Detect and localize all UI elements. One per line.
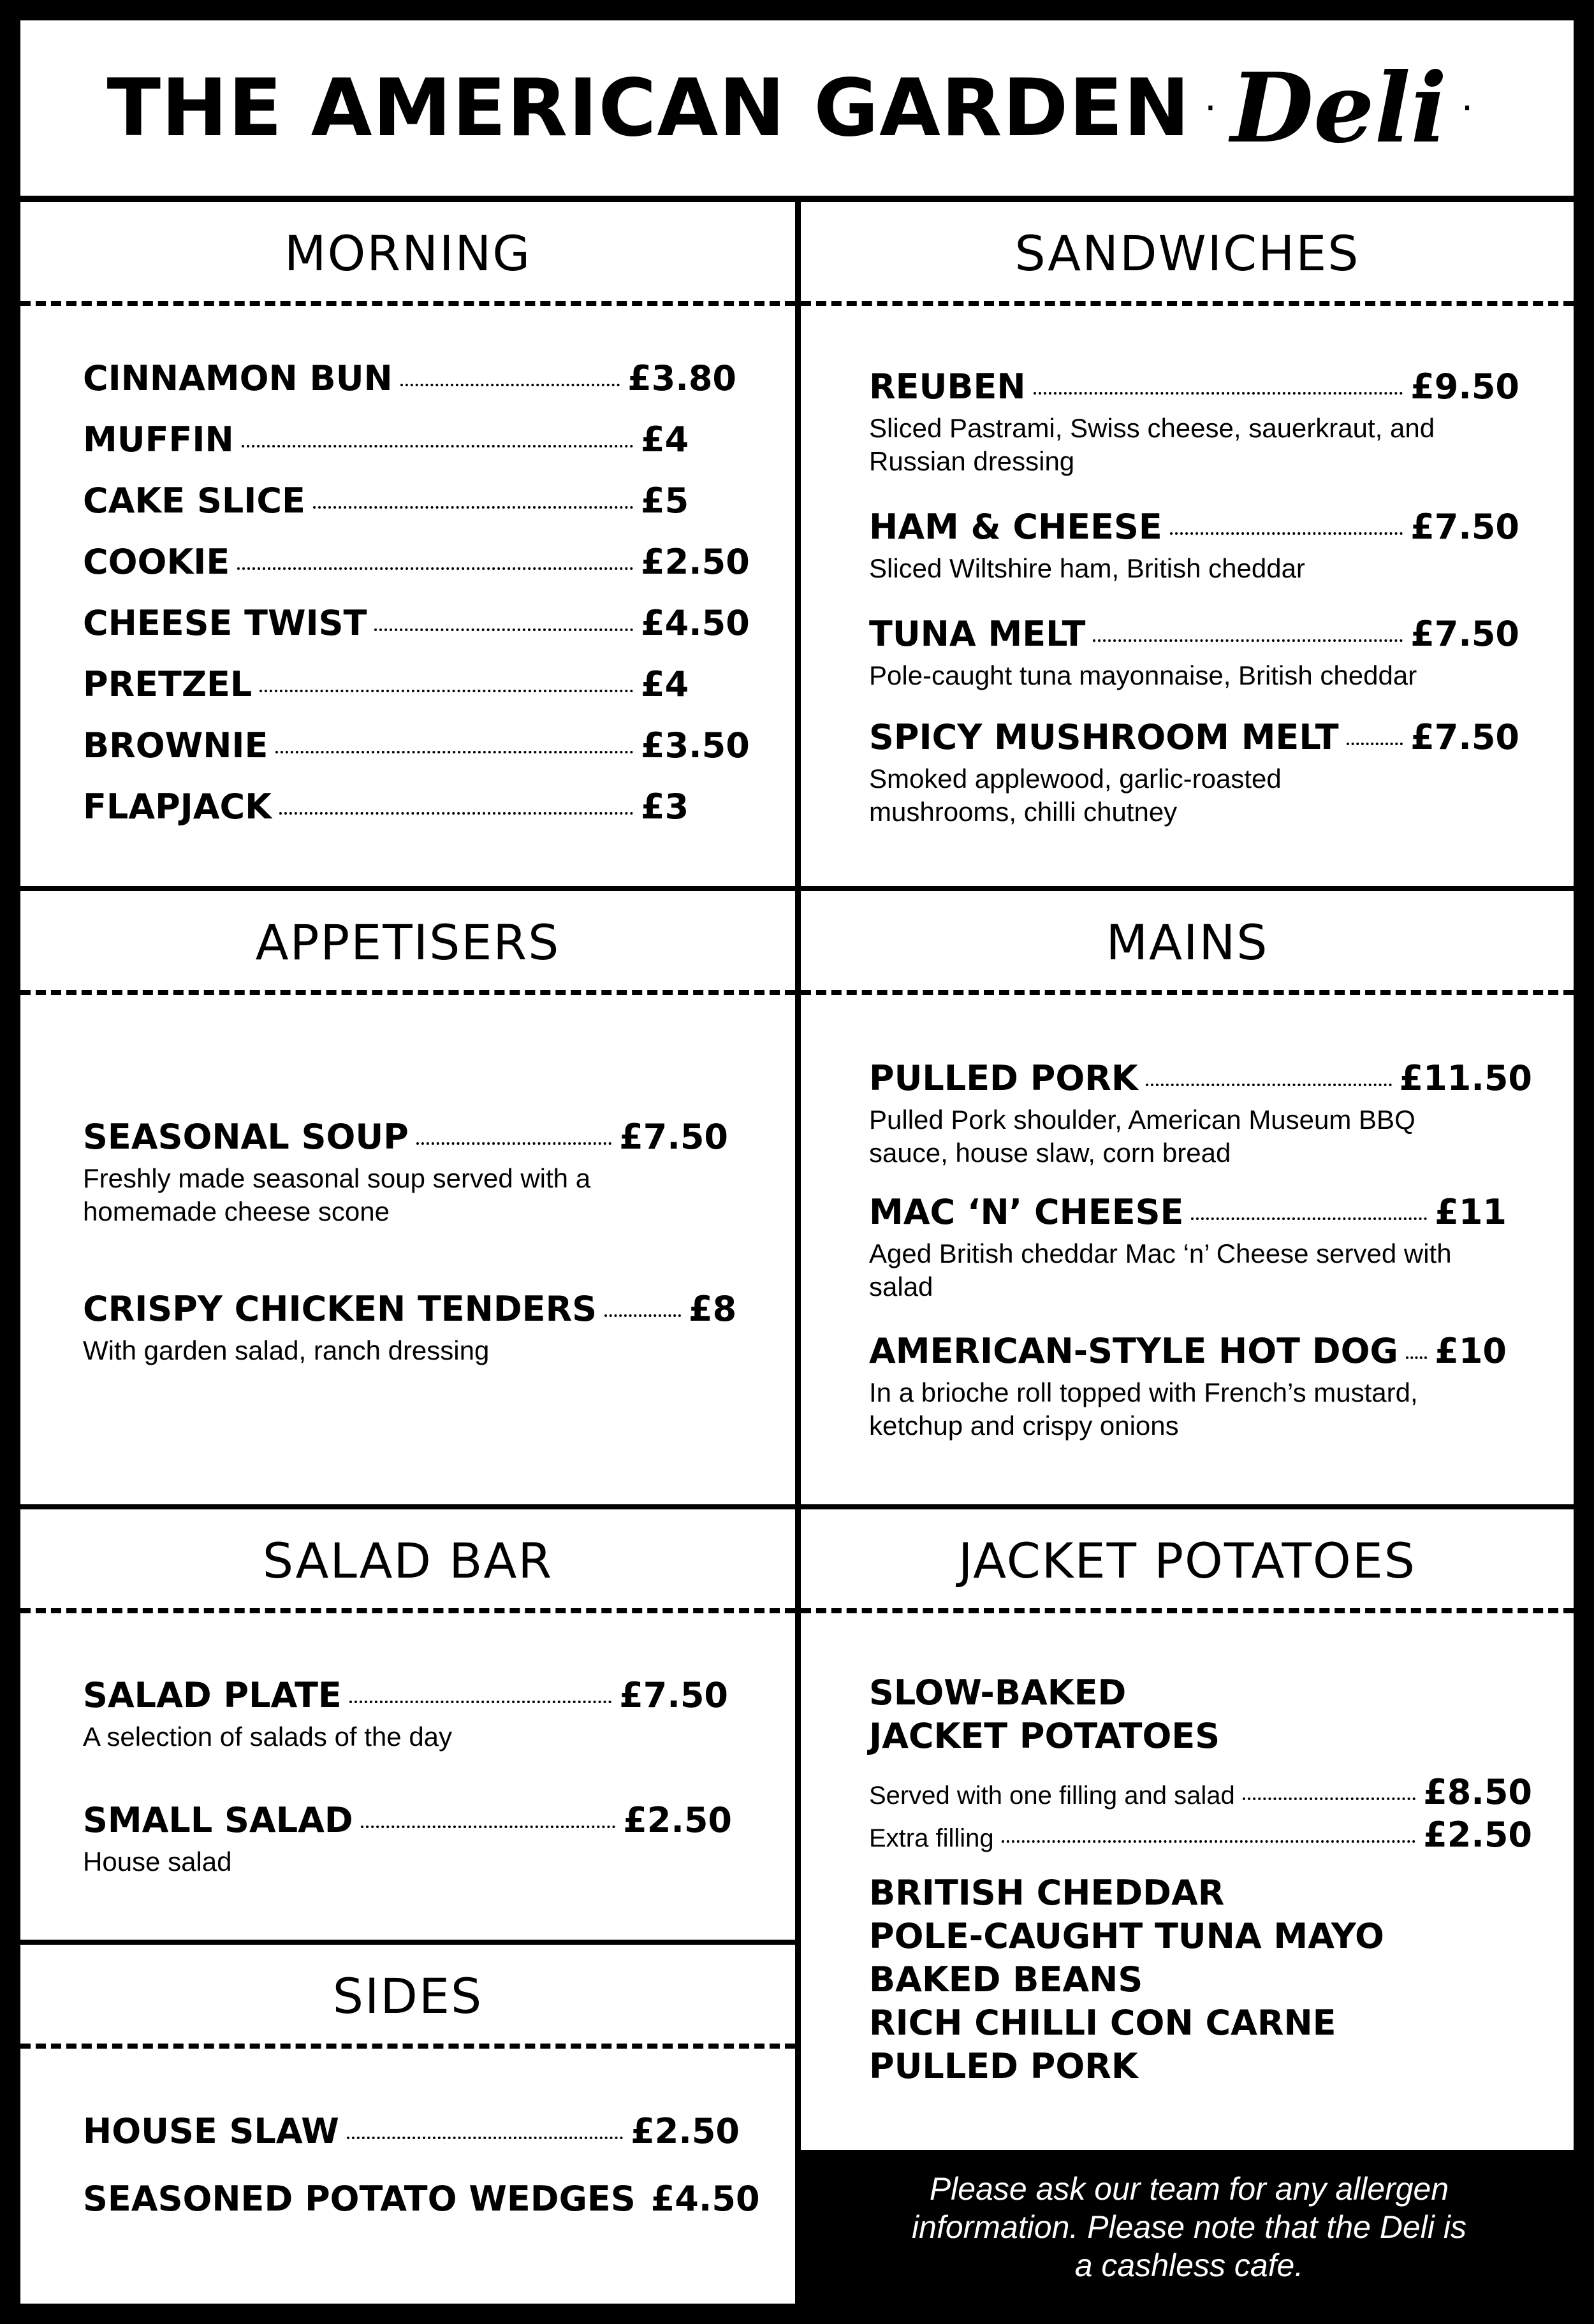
fillings-list	[869, 1871, 1532, 2088]
item-price: £4.50	[641, 603, 750, 643]
menu-item	[83, 725, 750, 766]
menu-item	[869, 507, 1519, 585]
dot-leader	[1347, 743, 1403, 745]
item-price: £4	[641, 664, 689, 704]
dot-leader	[279, 812, 633, 815]
menu-item	[83, 1675, 728, 1754]
item-name: MUFFIN	[83, 419, 234, 460]
item-name: SPICY MUSHROOM MELT	[869, 717, 1339, 757]
dot-leader	[1191, 1217, 1427, 1220]
item-description: Sliced Pastrami, Swiss cheese, sauerkraut, and Russian dressing	[869, 413, 1435, 476]
menu-item	[83, 1800, 732, 1878]
section-heading: SALAD BAR	[262, 1532, 553, 1589]
item-price: £2.50	[623, 1800, 732, 1840]
dot-leader	[361, 1826, 615, 1828]
item-name: FLAPJACK	[83, 787, 272, 827]
menu-item	[869, 1058, 1532, 1170]
item-description: House salad	[83, 1847, 232, 1877]
item-name: SALAD PLATE	[83, 1675, 342, 1715]
item-name: PULLED PORK	[869, 1058, 1138, 1098]
allergen-notice	[805, 2150, 1574, 2304]
option-row	[869, 1815, 1532, 1855]
jacket-potatoes-block	[869, 1671, 1532, 2088]
menu-item	[83, 542, 750, 582]
dot-leader	[1170, 532, 1403, 535]
dot-leader	[1093, 639, 1403, 642]
item-price: £3	[641, 787, 689, 827]
dashed-rule	[20, 301, 795, 306]
section-heading: SANDWICHES	[1014, 224, 1360, 282]
dot-leader	[242, 445, 633, 447]
item-name: HOUSE SLAW	[83, 2111, 339, 2151]
menu-item	[869, 614, 1519, 692]
item-name: MAC ‘N’ CHEESE	[869, 1192, 1184, 1232]
item-name: COOKIE	[83, 542, 230, 582]
item-name: SEASONAL SOUP	[83, 1117, 409, 1157]
dot-leader	[237, 567, 633, 570]
dot-leader	[260, 690, 633, 692]
item-price: £7.50	[619, 1675, 728, 1715]
filling-item: RICH CHILLI CON CARNE	[869, 2003, 1336, 2043]
dot-leader	[313, 506, 633, 509]
item-name: PRETZEL	[83, 664, 252, 704]
menu-item	[83, 787, 736, 827]
item-price: £3.80	[627, 358, 736, 398]
option-row	[869, 1772, 1532, 1812]
item-name: BROWNIE	[83, 725, 268, 766]
dot-leader	[1034, 392, 1403, 395]
item-name: TUNA MELT	[869, 614, 1086, 654]
option-name: Extra filling	[869, 1824, 994, 1852]
item-name: HAM & CHEESE	[869, 507, 1162, 547]
menu-item	[83, 2111, 740, 2151]
item-name: SLOW-BAKED	[869, 1673, 1127, 1713]
item-description: In a brioche roll topped with French’s mustard, ketchup and crispy onions	[869, 1377, 1418, 1441]
item-price: £7.50	[1410, 614, 1519, 654]
item-price: £7.50	[1410, 717, 1519, 757]
dot-leader	[349, 1701, 611, 1703]
menu-item	[83, 419, 736, 460]
dot-leader	[275, 751, 633, 753]
menu-item	[83, 1289, 737, 1367]
dot-leader	[374, 628, 633, 631]
dot-leader	[347, 2137, 623, 2139]
item-price: £7.50	[1410, 507, 1519, 547]
dashed-rule	[801, 990, 1574, 995]
dashed-rule	[801, 301, 1574, 306]
item-price: £4	[641, 419, 689, 460]
menu-item	[869, 717, 1519, 829]
item-name: CINNAMON BUN	[83, 358, 393, 398]
divider	[20, 1940, 795, 1945]
dot-leader	[1243, 1797, 1415, 1800]
restaurant-name: THE AMERICAN GARDEN	[106, 62, 1190, 154]
menu-item	[83, 358, 736, 398]
option-price: £8.50	[1423, 1772, 1532, 1812]
item-description: Sliced Wiltshire ham, British cheddar	[869, 553, 1305, 583]
menu-header	[20, 20, 1574, 196]
separator-dot: ·	[1204, 85, 1217, 131]
item-price: £10	[1435, 1331, 1507, 1371]
filling-item: BAKED BEANS	[869, 1959, 1143, 2000]
menu-item	[869, 367, 1519, 478]
dot-leader	[1002, 1840, 1416, 1843]
item-price: £9.50	[1410, 367, 1519, 407]
item-description: A selection of salads of the day	[83, 1722, 453, 1752]
item-price: £2.50	[641, 542, 750, 582]
dot-leader	[604, 1314, 681, 1317]
item-description: With garden salad, ranch dressing	[83, 1335, 490, 1365]
filling-item: POLE-CAUGHT TUNA MAYO	[869, 1916, 1384, 1956]
filling-item: PULLED PORK	[869, 2046, 1138, 2086]
menu-item	[83, 2179, 760, 2219]
column-divider	[795, 196, 801, 2150]
section-heading: MORNING	[284, 224, 532, 282]
menu-item	[83, 481, 736, 521]
section-heading: JACKET POTATOES	[958, 1532, 1416, 1589]
item-name: JACKET POTATOES	[869, 1716, 1220, 1756]
item-name: SEASONED POTATO WEDGES	[83, 2179, 636, 2219]
item-price: £2.50	[631, 2111, 740, 2151]
allergen-notice-text: Please ask our team for any allergen information. Please note that the Deli is a cashless cafe.	[912, 2170, 1466, 2283]
item-price: £3.50	[641, 725, 750, 766]
dot-leader	[400, 384, 620, 386]
item-price: £11.50	[1399, 1058, 1532, 1098]
menu-item	[83, 664, 736, 704]
dot-leader	[1406, 1356, 1427, 1359]
item-price: £8	[689, 1289, 737, 1329]
item-price: £4.50	[650, 2179, 760, 2219]
menu-item	[83, 1117, 728, 1228]
option-price: £2.50	[1423, 1815, 1532, 1855]
dashed-rule	[20, 2044, 795, 2049]
menu-item	[869, 1331, 1507, 1442]
item-name: REUBEN	[869, 367, 1026, 407]
section-heading: SIDES	[332, 1967, 483, 2024]
section-heading: MAINS	[1106, 913, 1269, 971]
item-name: CRISPY CHICKEN TENDERS	[83, 1289, 597, 1329]
filling-item: BRITISH CHEDDAR	[869, 1873, 1225, 1913]
dashed-rule	[801, 1608, 1574, 1613]
item-price: £5	[641, 481, 689, 521]
item-description: Freshly made seasonal soup served with a homemade cheese scone	[83, 1163, 591, 1226]
option-name: Served with one filling and salad	[869, 1782, 1235, 1810]
item-description: Smoked applewood, garlic-roasted mushrooms, chilli chutney	[869, 764, 1282, 827]
item-price: £11	[1435, 1192, 1507, 1232]
deli-script-logo: Deli	[1231, 52, 1447, 164]
item-description: Aged British cheddar Mac ‘n’ Cheese served with salad	[869, 1238, 1452, 1302]
item-description: Pole-caught tuna mayonnaise, British cheddar	[869, 660, 1417, 690]
separator-dot: ·	[1461, 85, 1473, 131]
dot-leader	[416, 1142, 611, 1145]
item-description: Pulled Pork shoulder, American Museum BBQ sauce, house slaw, corn bread	[869, 1105, 1415, 1168]
section-heading: APPETISERS	[255, 913, 560, 971]
item-name: AMERICAN-STYLE HOT DOG	[869, 1331, 1398, 1371]
item-name: CAKE SLICE	[83, 481, 305, 521]
menu-item	[83, 603, 750, 643]
dashed-rule	[20, 1608, 795, 1613]
dot-leader	[1146, 1084, 1392, 1086]
item-name: CHEESE TWIST	[83, 603, 367, 643]
item-name: SMALL SALAD	[83, 1800, 353, 1840]
item-price: £7.50	[619, 1117, 728, 1157]
menu-item	[869, 1192, 1507, 1304]
dashed-rule	[20, 990, 795, 995]
